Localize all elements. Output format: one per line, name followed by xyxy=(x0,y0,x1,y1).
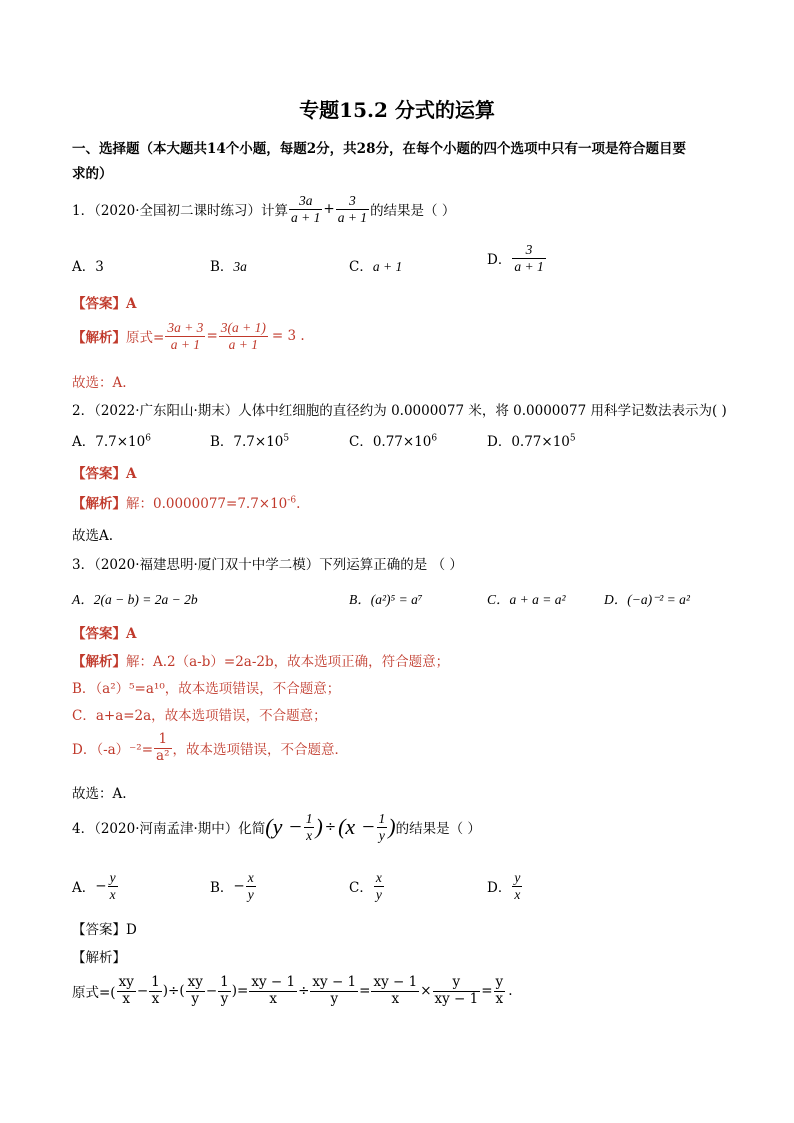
q1-suffix: 的结果是（ ） xyxy=(370,203,456,220)
page-title: 专题15.2 分式的运算 xyxy=(299,98,495,122)
q2-option-c: C．$0.77\times 10^6$ xyxy=(349,433,438,450)
q1-prefix: 1．（2020·全国初二课时练习）计算 xyxy=(72,203,288,220)
q4-option-d: D． $\frac{y}{x}$ xyxy=(487,870,521,902)
q2-option-d: D．$0.77\times 10^5$ xyxy=(487,433,576,450)
q1-option-d: D． $\frac{3}{a + 1}$ xyxy=(487,242,544,274)
q3-analysis-line3: C．a+a=2a，故本选项错误，不合题意； xyxy=(72,708,327,724)
q1-option-a: A．3 xyxy=(72,259,104,275)
q2-option-a: A．$7.7\times 10^6$ xyxy=(72,433,151,450)
q3-option-d: D．(−a)⁻² = a² xyxy=(604,592,690,607)
question-1-stem xyxy=(72,193,455,225)
q4-option-c: C． $\frac{x}{y}$ xyxy=(349,870,382,902)
q1-answer: 【答案】A xyxy=(72,296,137,312)
q2-analysis: 【解析】解：$0.0000077=7.7\times 10^{-6}$. xyxy=(72,495,301,512)
question-2-stem: 2．（2022·广东阳山·期末）人体中红细胞的直径约为 0.0000077 米，将 0.0000077 用科学记数法表示为( ) xyxy=(72,403,727,419)
question-3-stem: 3．（2020·福建思明·厦门双十中学二模）下列运算正确的是 （ ） xyxy=(72,557,463,573)
q1-option-b: B．3a xyxy=(210,259,247,275)
q1-fraction-1: $\frac{3a}{a + 1}$ xyxy=(291,193,321,225)
q4-option-a: A． − $\frac{y}{x}$ xyxy=(72,870,116,902)
q4-answer: 【答案】D xyxy=(72,922,137,938)
q1-plus: + xyxy=(323,201,335,218)
q2-option-b: B．$7.7\times 10^5$ xyxy=(210,433,290,450)
section-heading-line2: 求的） xyxy=(72,166,113,182)
q3-analysis-line1: 【解析】解：A.2（a-b）=2a-2b，故本选项正确，符合题意； xyxy=(72,654,450,670)
section-heading-line1: 一、选择题（本大题共14个小题，每题2分，共28分，在每个小题的四个选项中只有一项是符合题目要 xyxy=(72,141,686,157)
q3-option-a: A．2(a − b) = 2a − 2b xyxy=(72,592,198,607)
q3-analysis-line2: B．（a²）⁵=a¹⁰，故本选项错误，不合题意； xyxy=(72,681,341,697)
q2-answer: 【答案】A xyxy=(72,466,137,482)
q1-option-c: C．a + 1 xyxy=(349,259,403,275)
q3-conclusion: 故选：A. xyxy=(72,786,127,802)
q3-analysis-line4: D．（-a）⁻²= $\frac{1}{\text{a²}}$ ，故本选项错误，不合题意． xyxy=(72,731,349,764)
q4-analysis-label: 【解析】 xyxy=(72,950,126,966)
q3-option-b: B．(a²)⁵ = a⁷ xyxy=(349,592,423,607)
q2-conclusion: 故选A. xyxy=(72,528,114,544)
q4-option-b: B． − $\frac{x}{y}$ xyxy=(210,870,254,902)
q1-conclusion: 故选：A. xyxy=(72,375,127,391)
q1-analysis: 【解析】 原式= $\frac{3a + 3}{a + 1}$ = $\frac{3(a + 1)}{a + 1}$ = 3 . xyxy=(72,320,305,352)
q1-fraction-2: $\frac{3}{a + 1}$ xyxy=(337,193,368,225)
q3-option-c: C．a + a = a² xyxy=(487,592,566,607)
question-4-stem: 4．（2020·河南孟津·期中）化简 (y − $\frac{1}{x}$ ) ÷ (x − $\frac{1}{y}$ ) 的结果是（ ） xyxy=(72,811,481,843)
q3-answer: 【答案】A xyxy=(72,626,137,642)
q4-calculation: 原式=( $\frac{xy}{x}$ − $\frac{1}{x}$ )÷( $\frac{xy}{y}$ − $\frac{1}{y}$ )= $\frac{xy - 1}{x}$ ÷ $\frac{xy - 1}{y}$ = $\frac{xy - 1}{x}$ × $\frac{y}{xy - 1}$ = $\frac{y}{x}$ . xyxy=(72,974,513,1007)
